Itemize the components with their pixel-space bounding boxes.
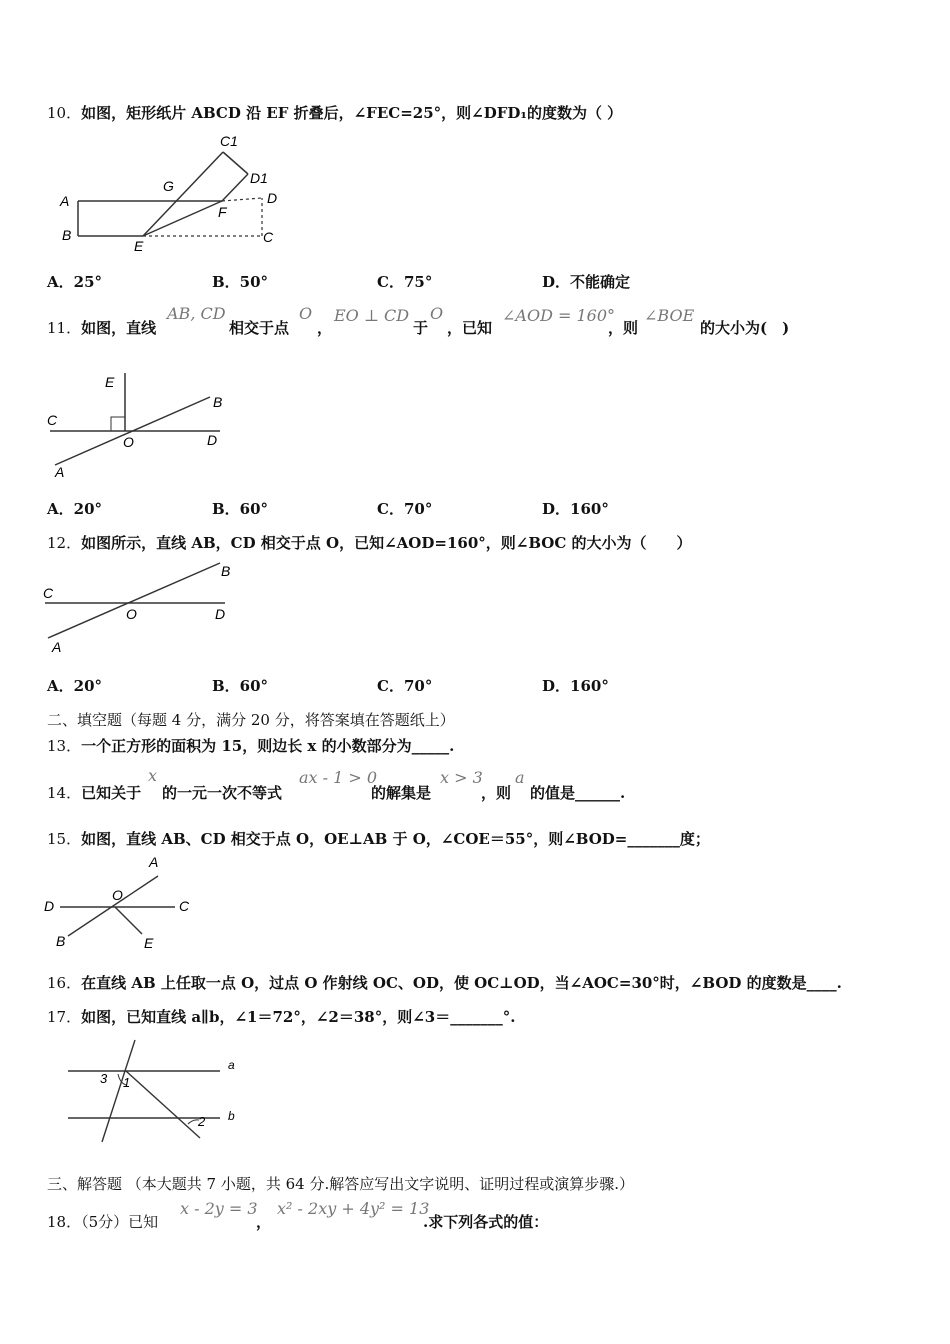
math-ab-cd: AB, CD	[167, 304, 226, 323]
math-o: O	[299, 304, 313, 323]
label-C: C	[47, 412, 58, 428]
figure-q17-parallel-lines	[60, 1038, 260, 1148]
label-C: C	[179, 898, 190, 914]
option-a: A．25°	[47, 273, 103, 291]
math-a: a	[515, 768, 525, 787]
figure-q15-intersecting-lines	[40, 852, 210, 952]
option-d: D．不能确定	[542, 273, 631, 291]
label-A: A	[60, 193, 70, 209]
math-angle-aod: ∠AOD = 160°	[502, 306, 616, 325]
option-c: C．75°	[377, 273, 433, 291]
question-text-part: ，	[317, 319, 333, 337]
label-A: A	[149, 854, 159, 870]
question-number: 12．	[47, 534, 82, 552]
option-d: D．160°	[542, 500, 609, 518]
question-text-part: ，则	[608, 319, 639, 337]
question-text-part: 于	[413, 319, 429, 337]
label-E: E	[105, 374, 115, 390]
question-text-part: 的解集是	[371, 784, 432, 802]
question-14-number	[47, 782, 141, 803]
question-text-part: 相交于点	[229, 319, 290, 337]
label-O: O	[123, 434, 134, 450]
question-number: 11．	[47, 319, 82, 337]
label-G: G	[163, 178, 174, 194]
label-O: O	[126, 606, 137, 622]
question-text-part: 的一元一次不等式	[162, 784, 283, 802]
label-B: B	[62, 227, 72, 243]
label-A: A	[55, 464, 65, 480]
label-D: D	[207, 432, 218, 448]
question-text-part: ，则	[481, 784, 512, 802]
question-number: 18．	[47, 1213, 82, 1231]
option-b: B．50°	[212, 273, 269, 291]
figure-q11-intersecting-lines	[45, 365, 245, 485]
option-b: B．60°	[212, 500, 269, 518]
question-15	[47, 828, 710, 849]
option-a: A．20°	[47, 677, 103, 695]
question-12	[47, 532, 692, 553]
question-text-part: 的值是______.	[530, 784, 626, 802]
label-angle-1: 1	[123, 1075, 131, 1090]
section-3-heading: 三、解答题 （本大题共 7 小题，共 64 分.解答应写出文字说明、证明过程或演算步骤.）	[47, 1175, 635, 1193]
figure-q12-intersecting-lines	[40, 558, 250, 658]
label-D1: D1	[250, 170, 268, 186]
question-13	[47, 735, 454, 756]
math-equation-2: x² - 2xy + 4y² = 13	[277, 1199, 430, 1218]
math-o: O	[430, 304, 444, 323]
question-text: 一个正方形的面积为 15，则边长 x 的小数部分为_____.	[81, 737, 455, 755]
question-text: 在直线 AB 上任取一点 O，过点 O 作射线 OC、OD，使 OC⊥OD，当∠AOC=30°时，∠BOD 的度数是____.	[81, 974, 842, 992]
option-b: B．60°	[212, 677, 269, 695]
question-text: 如图所示，直线 AB，CD 相交于点 O，已知∠AOD=160°，则∠BOC 的大小为（ ）	[81, 534, 692, 552]
question-text-part: .求下列各式的值：	[423, 1213, 549, 1231]
question-number: 10．	[47, 104, 82, 122]
label-angle-2: 2	[198, 1114, 206, 1129]
label-E: E	[144, 935, 154, 951]
label-D: D	[44, 898, 55, 914]
option-c: C．70°	[377, 500, 433, 518]
question-18-number	[47, 1211, 158, 1232]
label-B: B	[213, 394, 223, 410]
label-C: C	[43, 585, 54, 601]
label-E: E	[134, 238, 144, 254]
question-11-number	[47, 317, 156, 338]
question-number: 15．	[47, 830, 82, 848]
label-C: C	[263, 229, 274, 245]
question-text-part: 的大小为( )	[700, 319, 790, 337]
label-O: O	[112, 887, 123, 903]
option-a: A．20°	[47, 500, 103, 518]
question-text-part: （5分）已知	[81, 1213, 159, 1231]
label-C1: C1	[220, 133, 238, 149]
question-10	[47, 102, 622, 123]
question-text-part: 已知关于	[81, 784, 142, 802]
math-angle-boe: ∠BOE	[644, 306, 695, 325]
math-inequality: ax - 1 > 0	[299, 768, 378, 787]
question-text-part: ，已知	[447, 319, 493, 337]
section-2-heading: 二、填空题（每题 4 分，满分 20 分，将答案填在答题纸上）	[47, 711, 455, 729]
label-D: D	[267, 190, 278, 206]
question-16	[47, 972, 842, 993]
question-text: 如图，直线 AB、CD 相交于点 O，OE⊥AB 于 O，∠COE＝55°，则∠BOD=_______度；	[81, 830, 710, 848]
label-A: A	[52, 639, 62, 655]
option-d: D．160°	[542, 677, 609, 695]
question-number: 16．	[47, 974, 82, 992]
question-number: 13．	[47, 737, 82, 755]
question-17	[47, 1006, 515, 1027]
math-equation-1: x - 2y = 3	[180, 1199, 258, 1218]
question-text-part: 如图，直线	[81, 319, 157, 337]
label-F: F	[218, 204, 227, 220]
math-solution: x > 3	[440, 768, 483, 787]
question-number: 14．	[47, 784, 82, 802]
label-D: D	[215, 606, 226, 622]
option-c: C．70°	[377, 677, 433, 695]
figure-q10-folded-rectangle	[50, 130, 290, 255]
question-text-part: ，	[256, 1213, 272, 1231]
label-B: B	[221, 563, 231, 579]
label-line-a: a	[228, 1058, 235, 1072]
question-number: 17．	[47, 1008, 82, 1026]
math-x: x	[148, 766, 158, 785]
question-text: 如图，已知直线 a∥b，∠1＝72°，∠2＝38°，则∠3＝_______°.	[81, 1008, 516, 1026]
label-B: B	[56, 933, 66, 949]
label-angle-3: 3	[100, 1071, 108, 1086]
label-line-b: b	[228, 1109, 235, 1123]
math-eo-perp-cd: EO ⊥ CD	[334, 306, 410, 325]
question-text: 如图，矩形纸片 ABCD 沿 EF 折叠后，∠FEC=25°，则∠DFD₁的度数为（ ）	[81, 104, 623, 122]
